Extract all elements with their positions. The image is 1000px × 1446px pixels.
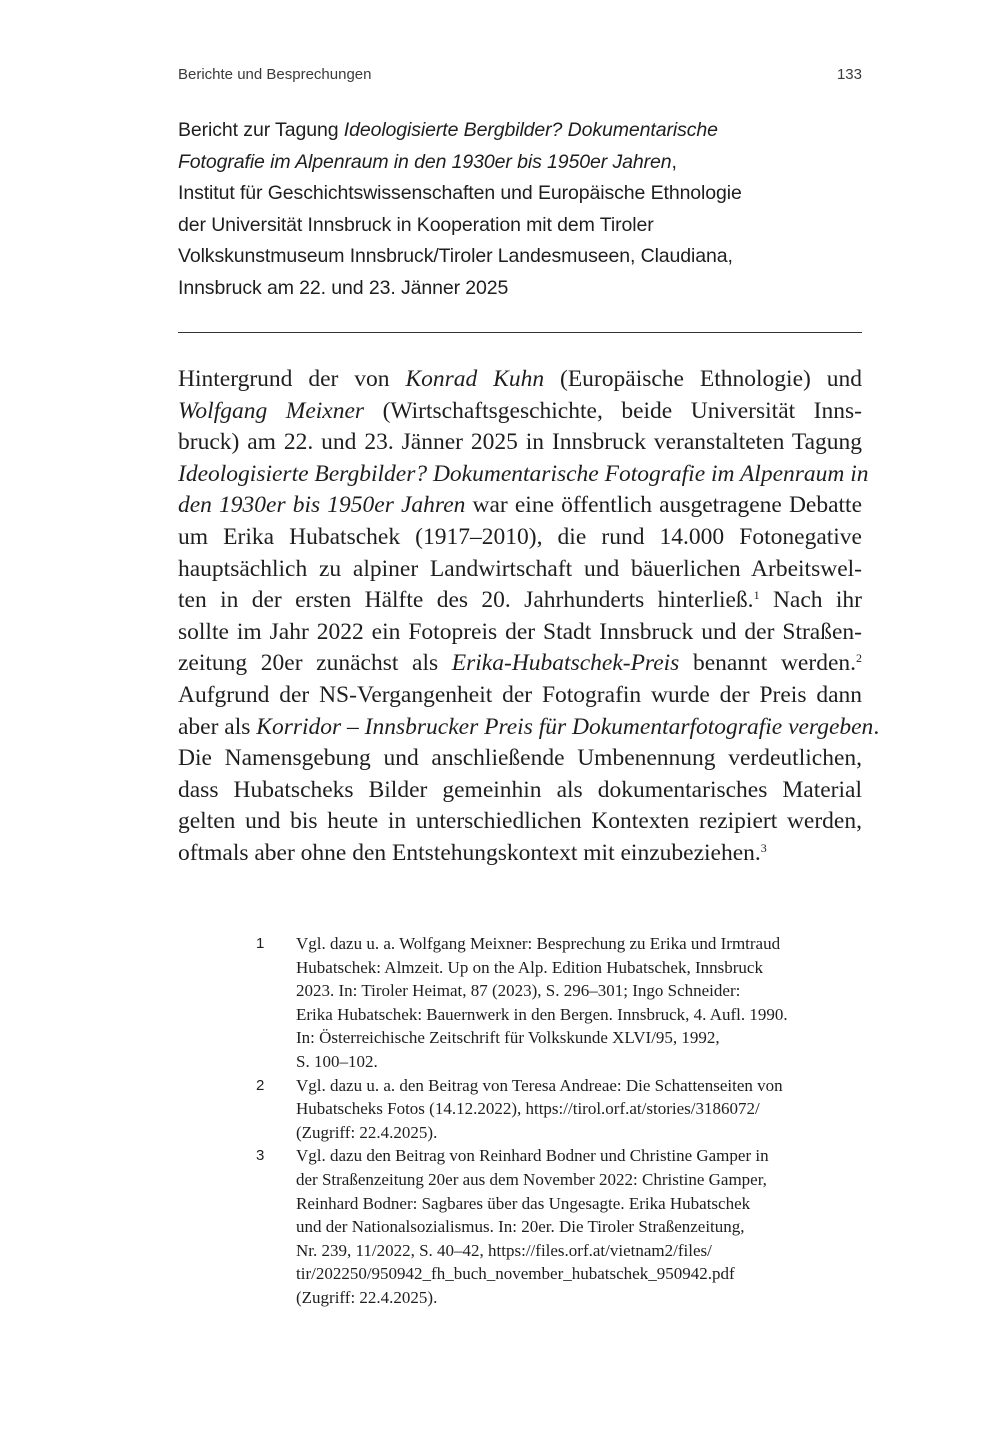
footnote (256, 1074, 866, 1145)
footnote-reference[interactable]: 3 (760, 840, 767, 855)
text-run: oftmals aber ohne den Entstehungskontext mit einzubeziehen. (178, 839, 761, 866)
body-line (178, 806, 862, 838)
body-line (178, 522, 862, 554)
text-run: Aufgrund der NS-Vergangenheit der Fotografin wurde der Preis dann (178, 681, 862, 708)
running-head (178, 66, 862, 83)
italic-text: Ideologisierte Bergbilder? Dokumentarische Fotografie im Alpenraum in (178, 460, 869, 487)
body-line (178, 585, 862, 617)
text-run: gelten und bis heute in unterschiedlichen Kontexten rezipiert werden, (178, 808, 862, 835)
footnote-number: 3 (256, 1147, 265, 1165)
footnote-line: Vgl. dazu u. a. Wolfgang Meixner: Besprechung zu Erika und Irmtraud (296, 934, 781, 953)
divider-rule (178, 332, 862, 333)
footnote-line: (Zugriff: 22.4.2025). (296, 1122, 438, 1142)
text-run: der Universität Innsbruck in Kooperation mit dem Tiroler (178, 213, 654, 236)
text-run: , (671, 150, 677, 173)
text-run: (Europäische Ethnologie) und (544, 366, 862, 392)
footnote-line: Erika Hubatschek: Bauernwerk in den Bergen. Innsbruck, 4. Aufl. 1990. (296, 1004, 788, 1024)
text-run: . (873, 713, 880, 740)
text-run: um Erika Hubatschek (1917–2010), die rund 14.000 Fotonegative (178, 523, 862, 550)
italic-text: Wolfgang Meixner (178, 397, 365, 424)
italic-text: Ideologisierte Bergbilder? Dokumentarische (343, 119, 718, 141)
footnote-line: Vgl. dazu den Beitrag von Reinhard Bodner und Christine Gamper in (296, 1146, 769, 1166)
footnote-line: 2023. In: Tiroler Heimat, 87 (2023), S. 296–301; Ingo Schneider: (296, 981, 741, 1001)
body-line (178, 364, 862, 396)
text-run: benannt werden. (679, 650, 856, 677)
footnote-number: 1 (256, 935, 265, 952)
footnote-text (296, 932, 788, 1074)
text-run: hauptsächlich zu alpiner Landwirtschaft und bäuerlichen Arbeitswel- (178, 555, 862, 582)
footnote-text (296, 1144, 769, 1309)
footnote-number: 2 (256, 1076, 265, 1094)
section-title: Berichte und Besprechungen (178, 66, 372, 83)
title-line (178, 178, 868, 210)
body-line (178, 617, 862, 649)
body-line (178, 775, 862, 807)
italic-text: den 1930er bis 1950er Jahren (178, 492, 466, 519)
text-run: aber als (178, 713, 257, 740)
footnote (256, 1144, 866, 1309)
footnote-reference[interactable]: 2 (856, 651, 862, 666)
footnote-line: tir/202250/950942_fh_buch_november_hubatschek_950942.pdf (296, 1264, 735, 1284)
italic-text: Erika-Hubatschek-Preis (451, 650, 680, 677)
text-run: bruck) am 22. und 23. Jänner 2025 in Innsbruck veranstalteten Tagung (178, 429, 862, 456)
report-title (178, 115, 868, 304)
italic-text: Fotografie im Alpenraum in den 1930er bis 1950er Jahren (178, 150, 672, 173)
footnote-line: Nr. 239, 11/2022, S. 40–42, https://files.orf.at/vietnam2/files/ (296, 1240, 712, 1260)
title-line (178, 115, 868, 147)
footnote-line: (Zugriff: 22.4.2025). (296, 1287, 438, 1307)
text-run: (Wirtschaftsgeschichte, beide Universität Inns- (364, 397, 862, 424)
text-run: Volkskunstmuseum Innsbruck/Tiroler Landesmuseen, Claudiana, (178, 245, 733, 267)
body-line (178, 743, 862, 775)
text-run: war eine öffentlich ausgetragene Debatte (465, 492, 863, 519)
footnote-line: Reinhard Bodner: Sagbares über das Ungesagte. Erika Hubatschek (296, 1193, 751, 1213)
italic-text: Konrad Kuhn (405, 366, 545, 392)
body-line (178, 648, 862, 680)
text-run: Bericht zur Tagung (178, 119, 344, 141)
title-line (178, 210, 868, 242)
text-run: Innsbruck am 22. und 23. Jänner 2025 (178, 276, 509, 299)
footnote-line: Hubatschek: Almzeit. Up on the Alp. Edition Hubatschek, Innsbruck (296, 957, 763, 977)
footnote-line: In: Österreichische Zeitschrift für Volkskunde XLVI/95, 1992, (296, 1028, 720, 1048)
footnote-line: und der Nationalsozialismus. In: 20er. Die Tiroler Straßenzeitung, (296, 1217, 745, 1237)
text-run: Die Namensgebung und anschließende Umbenennung verdeutlichen, (178, 745, 862, 772)
text-run: sollte im Jahr 2022 ein Fotopreis der Stadt Innsbruck und der Straßen- (178, 618, 862, 645)
body-line (178, 554, 862, 586)
text-run: zeitung 20er zunächst als (178, 650, 452, 677)
body-line (178, 427, 862, 459)
body-paragraph (178, 364, 880, 870)
text-run: Nach ihr (759, 587, 863, 614)
body-line (178, 459, 869, 491)
title-line (178, 241, 868, 273)
page-number: 133 (836, 66, 862, 83)
footnote-line: Hubatscheks Fotos (14.12.2022), https://tirol.orf.at/stories/3186072/ (296, 1099, 760, 1119)
text-run: Institut für Geschichtswissenschaften und Europäische Ethnologie (178, 182, 742, 204)
text-run: ten in der ersten Hälfte des 20. Jahrhunderts hinterließ. (178, 587, 754, 614)
body-line (178, 838, 862, 870)
footnote-line: S. 100–102. (296, 1051, 378, 1071)
footnote-text (296, 1074, 783, 1145)
footnote-line: Vgl. dazu u. a. den Beitrag von Teresa Andreae: Die Schattenseiten von (296, 1075, 783, 1095)
body-line (178, 680, 862, 712)
body-line (178, 712, 880, 744)
italic-text: Korridor – Innsbrucker Preis für Dokumentarfotografie vergeben (256, 713, 874, 740)
text-run: Hintergrund der von (178, 366, 406, 392)
body-line (178, 490, 862, 522)
footnotes (256, 932, 866, 1310)
footnote-reference[interactable]: 1 (753, 588, 760, 603)
footnote (256, 932, 866, 1074)
title-line (178, 147, 868, 179)
text-run: dass Hubatscheks Bilder gemeinhin als dokumentarisches Material (178, 776, 862, 803)
footnote-line: der Straßenzeitung 20er aus dem November 2022: Christine Gamper, (296, 1169, 767, 1189)
body-line (178, 396, 862, 428)
title-line (178, 273, 868, 305)
